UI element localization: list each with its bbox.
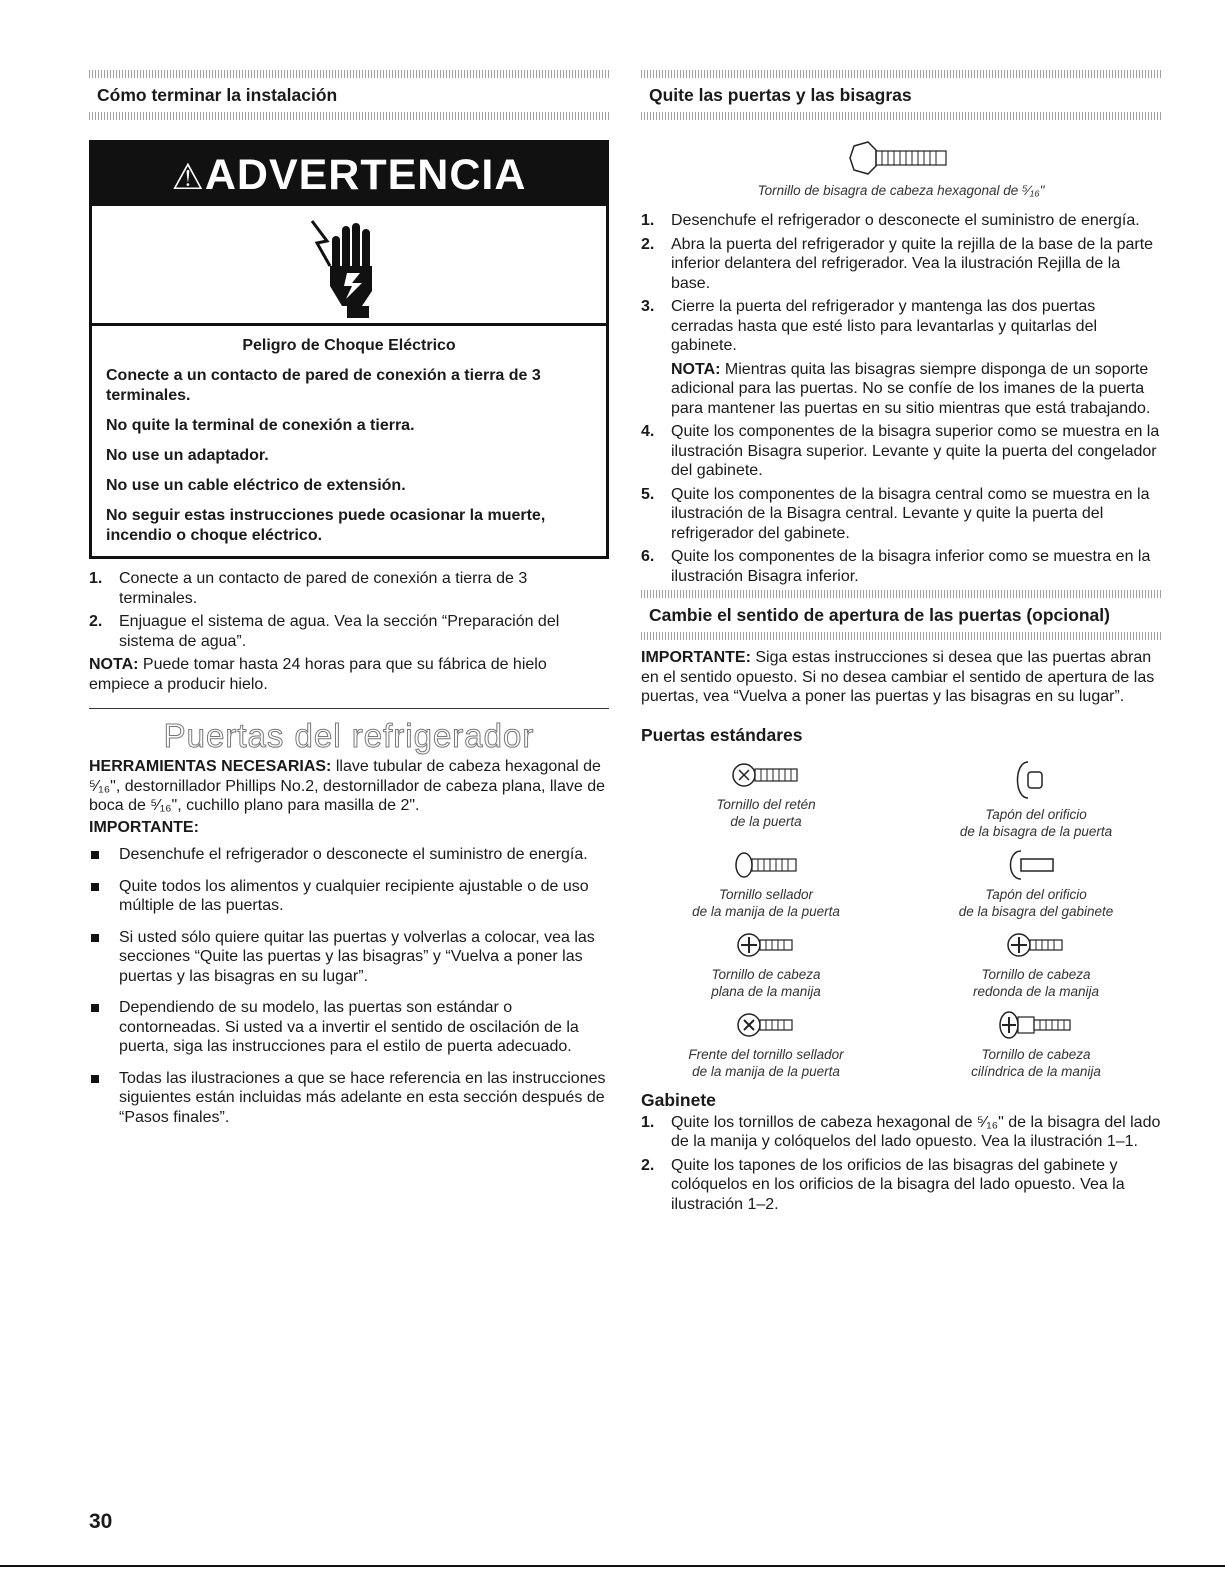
list-item: Todas las ilustraciones a que se hace referencia en las instrucciones siguientes están incluidas más adelante en esta sección después de “Pasos finales”. (89, 1069, 609, 1128)
part-caption-line: redonda de la manija (972, 983, 1100, 999)
remove-doors-steps (641, 211, 1161, 586)
warning-body (92, 326, 606, 556)
list-item: Si usted sólo quiere quitar las puertas y volverlas a colocar, vea las secciones “Quite las puertas y las bisagras” y “Vuelva a poner las puertas y las bisagras en su lugar”. (89, 928, 609, 987)
list-item (89, 569, 609, 608)
part-item (911, 758, 1161, 840)
reverse-important-paragraph (641, 648, 1161, 707)
step-text: Quite los componentes de la bisagra central como se muestra en la ilustración de la Bisagra central. Levante y quite la puerta del refrigerador del gabinete. (671, 485, 1150, 542)
list-item (641, 211, 1161, 231)
finish-steps-list (89, 569, 609, 651)
cabinet-hinge-hole-plug-icon (1001, 848, 1071, 882)
flat-head-handle-screw-icon (731, 928, 801, 962)
list-item (89, 612, 609, 651)
note-text: Mientras quita las bisagras siempre disponga de un soporte adicional para las puertas. No se confíe de los imanes de la puerta para mantener las puertas en su sitio mientras que está trabajando. (671, 360, 1151, 417)
step-text: Cierre la puerta del refrigerador y mantenga las dos puertas cerradas hasta que esté listo para levantarlas y quitarlas del gabinete. (671, 298, 1098, 354)
step-text: Quite los tapones de los orificios de las bisagras del gabinete y colóquelos en los orificios de la bisagra del lado opuesto. Vea la ilustración 1–2. (671, 1156, 1125, 1213)
part-caption (911, 806, 1161, 840)
important-label: IMPORTANTE: (641, 649, 751, 666)
part-caption-line: Tornillo de cabeza (981, 1046, 1091, 1062)
step-number: 4. (641, 423, 655, 440)
step-number: 1. (89, 570, 103, 587)
step-number: 2. (641, 235, 655, 253)
warning-header-text: ADVERTENCIA (204, 151, 527, 199)
step-text: Enjuague el sistema de agua. Vea la sección “Preparación del sistema de agua”. (119, 613, 560, 650)
note-label: NOTA: (671, 360, 721, 378)
list-item (641, 422, 1161, 481)
part-caption-line: de la puerta (730, 813, 802, 829)
part-caption-line: plana de la manija (711, 983, 821, 999)
ice-maker-note (89, 655, 609, 694)
part-caption-line: cilíndrica de la manija (971, 1063, 1101, 1079)
warning-line: No seguir estas instrucciones puede ocasionar la muerte, incendio o choque eléctrico. (106, 507, 546, 544)
handle-seal-screw-front-icon (731, 1008, 801, 1042)
part-item (911, 1008, 1161, 1080)
step-number: 2. (641, 1156, 655, 1174)
dotted-rule (641, 70, 1161, 78)
part-caption-line: Tornillo sellador (718, 886, 814, 902)
round-head-handle-screw-icon (1001, 928, 1071, 962)
step-number: 1. (641, 1113, 655, 1131)
page-number: 30 (89, 1510, 113, 1533)
standard-doors-heading: Puertas estándares (641, 724, 803, 745)
tools-text: llave tubular de cabeza hexagonal de ⁵⁄₁₆", destornillador Phillips No.2, destornillador de cabeza plana, llave de boca de ⁵⁄₁₆", cuchillo plano para masilla de 2". (89, 758, 606, 814)
part-caption-line: de la manija de la puerta (692, 903, 840, 919)
step-text: Abra la puerta del refrigerador y quite la rejilla de la base de la parte inferior delantera del refrigerador. Vea la ilustración Rejilla de la base. (671, 235, 1154, 292)
part-caption-line: de la bisagra del gabinete (958, 903, 1114, 919)
step-number: 6. (641, 548, 655, 565)
note-text: Puede tomar hasta 24 horas para que su fábrica de hielo empiece a producir hielo. (89, 656, 547, 693)
part-caption-line: Tapón del orificio (985, 886, 1087, 902)
step-text: Desenchufe el refrigerador o desconecte el suministro de energía. (671, 212, 1140, 229)
important-label-text: IMPORTANTE: (89, 818, 199, 836)
important-label (89, 818, 609, 838)
warning-line: Conecte a un contacto de pared de conexión a tierra de 3 terminales. (106, 367, 541, 404)
step-text: Quite los tornillos de cabeza hexagonal de ⁵⁄₁₆" de la bisagra del lado de la manija y colóquelos del lado opuesto. Vea la ilustración 1–1. (671, 1113, 1161, 1150)
step-text: Quite los componentes de la bisagra inferior como se muestra en la ilustración Bisagra inferior. (671, 548, 1151, 585)
list-item (641, 297, 1161, 418)
part-caption (641, 966, 891, 1000)
tools-paragraph (89, 757, 609, 816)
shock-hazard-illustration (92, 206, 606, 326)
part-caption (641, 886, 891, 920)
part-caption-line: Frente del tornillo sellador (688, 1046, 844, 1062)
tools-label: HERRAMIENTAS NECESARIAS: (89, 758, 332, 775)
step-number: 3. (641, 298, 655, 315)
divider (89, 708, 609, 709)
section-title-finish-install: Cómo terminar la instalación (97, 85, 338, 105)
dotted-rule (89, 112, 609, 120)
part-item (911, 928, 1161, 1000)
step-text: Conecte a un contacto de pared de conexión a tierra de 3 terminales. (119, 570, 528, 607)
cabinet-heading: Gabinete (641, 1089, 716, 1110)
part-caption (911, 1046, 1161, 1080)
list-item (641, 1156, 1161, 1215)
dotted-rule (89, 70, 609, 78)
warning-line: No use un adaptador. (106, 447, 269, 464)
parts-grid (641, 758, 1161, 1080)
list-item (641, 547, 1161, 586)
list-item (641, 485, 1161, 544)
right-column (641, 70, 1161, 1218)
step-text: Quite los componentes de la bisagra superior como se muestra en la ilustración Bisagra superior. Levante y quite la puerta del congelador del gabinete. (671, 423, 1160, 479)
warning-header (92, 143, 606, 206)
warning-box (89, 140, 609, 559)
warning-line: No use un cable eléctrico de extensión. (106, 477, 406, 494)
dotted-rule (641, 112, 1161, 120)
note-label: NOTA: (89, 656, 139, 673)
page-bottom-rule (0, 1565, 1225, 1567)
warning-triangle-icon: ⚠ (171, 156, 205, 197)
list-item: Desenchufe el refrigerador o desconecte el suministro de energía. (89, 845, 609, 865)
step-number: 5. (641, 485, 655, 503)
step-number: 2. (89, 613, 103, 630)
part-item (641, 758, 891, 840)
list-item (641, 1113, 1161, 1152)
doors-section-title: Puertas del refrigerador (163, 717, 535, 754)
cylinder-head-handle-screw-icon (991, 1008, 1081, 1042)
part-caption (641, 796, 891, 830)
part-caption (911, 966, 1161, 1000)
list-item (641, 235, 1161, 294)
part-caption (641, 1046, 891, 1080)
part-caption-line: Tornillo de cabeza (981, 966, 1091, 982)
step-number: 1. (641, 212, 655, 229)
warning-line: No quite la terminal de conexión a tierra. (106, 417, 415, 434)
part-item (641, 928, 891, 1000)
warning-title: Peligro de Choque Eléctrico (242, 337, 456, 354)
list-item: Quite todos los alimentos y cualquier recipiente ajustable o de uso múltiple de las puertas. (89, 877, 609, 916)
important-bullets (89, 845, 609, 1127)
cabinet-steps (641, 1113, 1161, 1215)
list-item: Dependiendo de su modelo, las puertas son estándar o contorneadas. Si usted va a invertir el sentido de oscilación de la puerta, siga las instrucciones para el estilo de puerta adecuado. (89, 998, 609, 1057)
handle-seal-screw-icon (726, 848, 806, 882)
door-hinge-hole-plug-icon (1006, 758, 1066, 802)
part-caption-line: de la bisagra de la puerta (959, 823, 1113, 839)
part-caption-line: Tapón del orificio (985, 806, 1087, 822)
hex-head-screw-icon (846, 138, 956, 178)
dotted-rule (641, 632, 1161, 640)
part-caption-line: Tornillo de cabeza (711, 966, 821, 982)
part-item (641, 848, 891, 920)
part-caption-line: de la manija de la puerta (692, 1063, 840, 1079)
part-item (641, 1008, 891, 1080)
door-stop-screw-icon (726, 758, 806, 792)
part-item (911, 848, 1161, 920)
section-title-remove-doors: Quite las puertas y las bisagras (649, 85, 912, 105)
electric-shock-hand-icon (302, 211, 422, 321)
dotted-rule (641, 590, 1161, 598)
left-column (89, 70, 609, 1139)
important-text: Siga estas instrucciones si desea que las puertas abran en el sentido opuesto. Si no desea cambiar el sentido de apertura de las puertas, vea “Vuelva a poner las puertas y las bisagras en su lugar”. (641, 649, 1155, 705)
part-caption (911, 886, 1161, 920)
hex-screw-caption: Tornillo de bisagra de cabeza hexagonal de ⁵⁄₁₆" (757, 183, 1045, 198)
step-note (671, 360, 1161, 419)
section-title-reverse-doors: Cambie el sentido de apertura de las puertas (opcional) (649, 605, 1110, 625)
part-caption-line: Tornillo del retén (716, 796, 816, 812)
